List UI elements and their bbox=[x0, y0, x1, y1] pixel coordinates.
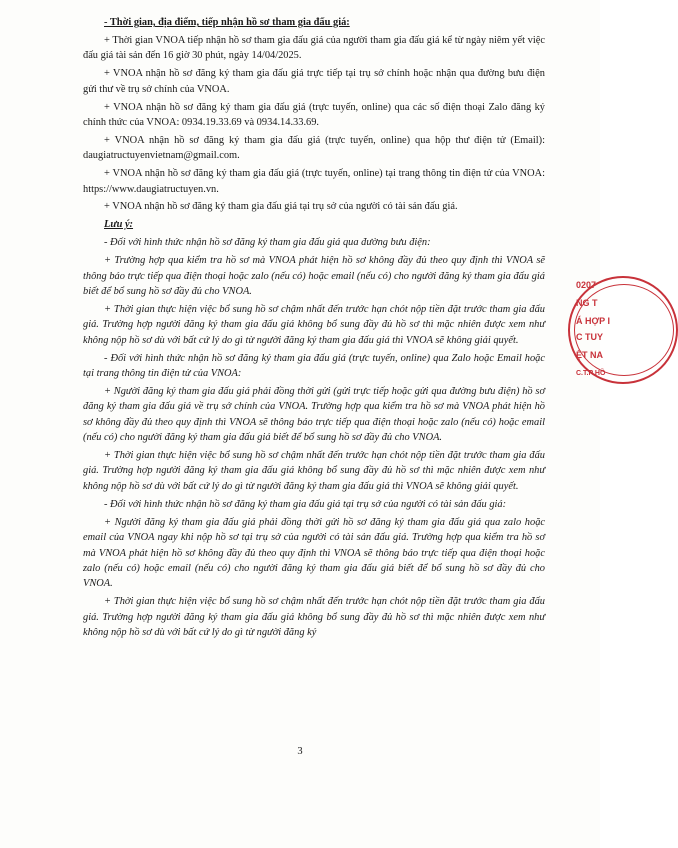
red-seal-stamp bbox=[564, 276, 611, 384]
stamp-text: Á HỢP I bbox=[576, 316, 611, 326]
note-paragraph: + Người đăng ký tham gia đấu giá phải đồng thời gửi (gửi trực tiếp hoặc gửi qua đường bưu điện) hồ sơ đăng ký tham gia đấu giá về trụ sở chính của VNOA. Trường hợp qua kiểm tra hồ sơ mà VNOA phát hiện hồ sơ không đầy đủ theo quy định thì VNOA sẽ thông báo trực tiếp qua điện thoại hoặc zalo (nếu có) hoặc email (nếu có) cho người đăng ký tham gia đấu giá biết để bổ sung hồ sơ đầy đủ cho VNOA. bbox=[83, 385, 545, 444]
note-paragraph: + Trường hợp qua kiểm tra hồ sơ mà VNOA phát hiện hồ sơ không đầy đủ theo quy định thì VNOA sẽ thông báo trực tiếp qua điện thoại hoặc zalo (nếu có) hoặc email (nếu có) cho người đăng ký tham gia đấu giá biết để bổ sung hồ sơ đầy đủ cho VNOA. bbox=[83, 255, 545, 297]
paragraph: + Thời gian VNOA tiếp nhận hồ sơ tham gia đấu giá của người tham gia đấu giá kể từ ngày niêm yết việc đấu giá tài sản đến 16 giờ 30 phút, ngày 14/04/2025. bbox=[83, 34, 545, 62]
paragraph: + VNOA nhận hồ sơ đăng ký tham gia đấu giá tại trụ sở của người có tài sản đấu giá. bbox=[104, 201, 458, 213]
note-title: Lưu ý: bbox=[104, 219, 134, 231]
note-paragraph: - Đối với hình thức nhận hồ sơ đăng ký tham gia đấu giá qua đường bưu điện: bbox=[104, 237, 431, 249]
note-paragraph: + Người đăng ký tham gia đấu giá phải đồng thời gửi hồ sơ đăng ký tham gia đấu giá qua zalo hoặc email của VNOA ngay khi nộp hồ sơ tại trụ sở của người có tài sản đấu giá. Trường hợp qua kiểm tra hồ sơ mà VNOA phát hiện hồ sơ không đầy đủ theo quy định thì VNOA sẽ thông báo trực tiếp qua điện thoại hoặc zalo (nếu có) hoặc email (nếu có) cho người đăng ký tham gia đấu giá biết để bổ sung hồ sơ đầy đủ cho VNOA. bbox=[83, 516, 545, 590]
paragraph: + VNOA nhận hồ sơ đăng ký tham gia đấu giá (trực tuyến, online) qua hộp thư điện tử (Email): daugiatructuyenvietnam@gmail.com. bbox=[83, 134, 545, 162]
document-body bbox=[83, 15, 545, 643]
paragraph: + VNOA nhận hồ sơ đăng ký tham gia đấu giá trực tiếp tại trụ sở chính hoặc nhận qua đường bưu điện gửi thư về trụ sở chính của VNOA. bbox=[83, 68, 545, 95]
note-paragraph: - Đối với hình thức nhận hồ sơ đăng ký tham gia đấu giá (trực tuyến, online) qua Zalo hoặc Email hoặc tại trang thông tin điện tử của VNOA: bbox=[83, 352, 545, 380]
note-paragraph: + Thời gian thực hiện việc bổ sung hồ sơ chậm nhất đến trước hạn chót nộp tiền đặt trước tham gia đấu giá. Trường hợp người đăng ký tham gia đấu giá không bổ sung đầy đủ hồ sơ thì mặc nhiên được xem như không nộp hồ sơ dù với bất cứ lý do gì từ người đăng ký tham gia đấu giá thì VNOA sẽ không giải quyết. bbox=[83, 450, 545, 492]
note-paragraph: + Thời gian thực hiện việc bổ sung hồ sơ chậm nhất đến trước hạn chót nộp tiền đặt trước tham gia đấu giá. Trường hợp người đăng ký tham gia đấu giá không bổ sung đầy đủ hồ sơ thì mặc nhiên được xem như không nộp hồ sơ dù với bất cứ lý do gì từ người đăng ký tham gia đấu giá thì VNOA sẽ không giải quyết. bbox=[83, 303, 545, 346]
stamp-text: ỆT NA bbox=[576, 350, 603, 360]
paragraph: + VNOA nhận hồ sơ đăng ký tham gia đấu giá (trực tuyến, online) qua các số điện thoại Zalo đăng ký chính thức của VNOA: 0934.19.33.69 và 0934.14.33.69. bbox=[83, 101, 545, 128]
stamp-text: 0207 bbox=[576, 280, 597, 290]
stamp-text: NG T bbox=[576, 298, 598, 308]
section-heading: - Thời gian, địa điểm, tiếp nhận hồ sơ tham gia đấu giá: bbox=[104, 17, 350, 28]
stamp-text: C.T.P HỒ bbox=[576, 370, 606, 377]
note-paragraph: - Đối với hình thức nhận hồ sơ đăng ký tham gia đấu giá tại trụ sở của người có tài sản đấu giá: bbox=[104, 498, 507, 510]
page-number: 3 bbox=[297, 746, 303, 757]
paragraph: + VNOA nhận hồ sơ đăng ký tham gia đấu giá (trực tuyến, online) tại trang thông tin điện tử của VNOA: https://www.daugiatructuyen.vn. bbox=[83, 168, 545, 195]
stamp-text: C TUY bbox=[576, 332, 603, 342]
note-paragraph: + Thời gian thực hiện việc bổ sung hồ sơ chậm nhất đến trước hạn chót nộp tiền đặt trước tham gia đấu giá. Trường hợp người đăng ký tham gia đấu giá không bổ sung đầy đủ hồ sơ thì mặc nhiên được xem như không nộp hồ sơ dù với bất cứ lý do gì từ người đăng ký bbox=[83, 596, 545, 639]
